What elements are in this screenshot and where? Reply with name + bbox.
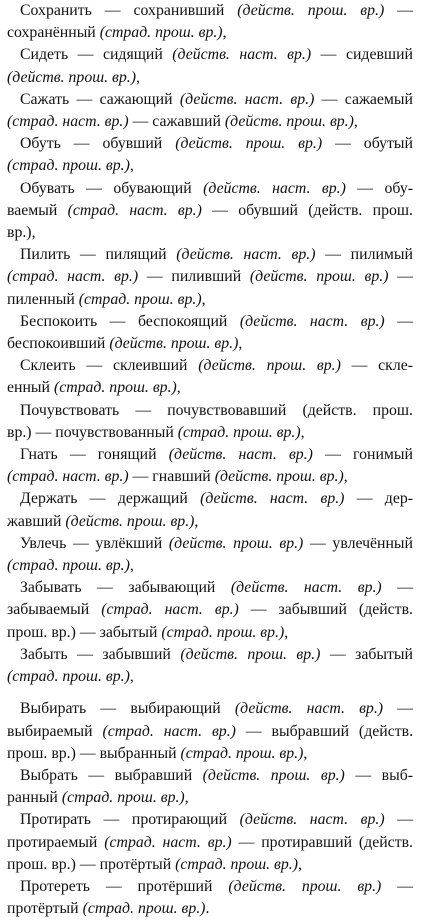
verb-entry	[7, 311, 413, 355]
entry-line: выбираемый (страд. наст. вр.) — выбравший (действ.	[7, 722, 414, 740]
verb-entry	[7, 698, 413, 765]
entry-line: (страд. прош. вр.),	[7, 668, 134, 686]
entry-line: Обувать — обувающий (действ. наст. вр.) — обу-	[20, 179, 413, 197]
entry-line: Сидеть — сидящий (действ. наст. вр.) — сидевший	[20, 46, 413, 64]
entry-line: Почувствовать — почувствовавший (действ. прош.	[20, 401, 413, 419]
entry-line: Беспокоить — беспокоящий (действ. наст. вр.) —	[20, 312, 413, 330]
verb-entry	[7, 809, 413, 876]
entry-line: Держать — держащий (действ. наст. вр.) — дер-	[20, 490, 413, 508]
entry-line: беспокоивший (действ. прош. вр.),	[7, 335, 243, 353]
entry-line: забываемый (страд. наст. вр.) — забывший (действ.	[7, 601, 413, 619]
entry-line: (страд. прош. вр.),	[7, 557, 134, 575]
entry-line: енный (страд. прош. вр.),	[7, 379, 181, 397]
entry-line: Склеить — склеивший (действ. прош. вр.) — скле-	[20, 357, 413, 375]
verb-entry	[7, 355, 413, 399]
entry-line: жавший (действ. прош. вр.),	[7, 512, 199, 530]
entry-line: (страд. наст. вр.) — гнавший (действ. прош. вр.),	[7, 468, 348, 486]
entry-line: Увлечь — увлёкший (действ. прош. вр.) — увлечённый	[20, 534, 414, 552]
spacer	[7, 688, 413, 698]
entry-line: (страд. наст. вр.) — пиливший (действ. прош. вр.) —	[7, 268, 414, 286]
entry-line: пиленный (страд. прош. вр.),	[7, 290, 206, 308]
verb-entry	[7, 488, 413, 532]
entry-line: ваемый (страд. наст. вр.) — обувший (действ. прош.	[7, 201, 414, 219]
entry-line: (действ. прош. вр.),	[7, 68, 140, 86]
verb-entry	[7, 533, 413, 577]
entry-line: Забыть — забывший (действ. прош. вр.) — забытый	[20, 645, 413, 663]
entry-line: ранный (страд. прош. вр.),	[7, 789, 189, 807]
verb-entry	[7, 876, 413, 920]
verb-entry	[7, 89, 413, 133]
entry-line: Выбирать — выбирающий (действ. наст. вр.) —	[20, 700, 414, 718]
verb-entry	[7, 44, 413, 88]
entry-line: Гнать — гонящий (действ. наст. вр.) — гонимый	[20, 446, 413, 464]
entry-line: (страд. наст. вр.) — сажавший (действ. прош. вр.),	[7, 113, 358, 131]
entry-line: Выбрать — выбравший (действ. прош. вр.) — выб-	[20, 766, 413, 784]
entry-line: Пилить — пилящий (действ. наст. вр.) — пилимый	[20, 246, 413, 264]
entry-line: Сохранить — сохранивший (действ. прош. вр.) —	[20, 2, 413, 19]
entry-line: прош. вр.) — протёртый (страд. прош. вр.),	[7, 855, 302, 873]
entry-line: сохранённый (страд. прош. вр.),	[7, 24, 227, 42]
entry-line: Протирать — протирающий (действ. наст. вр.) —	[20, 811, 414, 829]
entry-line: протираемый (страд. наст. вр.) — протиравший (действ.	[7, 833, 414, 851]
verb-entry	[7, 644, 413, 688]
entry-line: прош. вр.) — выбранный (страд. прош. вр.),	[7, 744, 308, 762]
verb-entry	[7, 444, 413, 488]
entry-line: вр.) — почувствованный (страд. прош. вр.),	[7, 423, 305, 441]
verb-entry	[7, 577, 413, 644]
entry-line: прош. вр.) — забытый (страд. прош. вр.),	[7, 623, 289, 641]
verb-entry	[7, 400, 413, 444]
entry-line: (страд. прош. вр.),	[7, 157, 134, 175]
entry-line: Протереть — протёрший (действ. прош. вр.) —	[20, 877, 413, 895]
verb-entry	[7, 244, 413, 311]
verb-entry	[7, 178, 413, 245]
entry-line: Сажать — сажающий (действ. наст. вр.) — сажаемый	[20, 90, 413, 108]
verb-entry	[7, 133, 413, 177]
entry-line: Забывать — забывающий (действ. наст. вр.) —	[20, 579, 413, 597]
entry-line: протёртый (страд. прош. вр.).	[7, 900, 210, 918]
entry-line: вр.),	[7, 224, 36, 242]
verb-entry	[7, 0, 413, 44]
entry-line: Обуть — обувший (действ. прош. вр.) — обутый	[20, 135, 414, 153]
